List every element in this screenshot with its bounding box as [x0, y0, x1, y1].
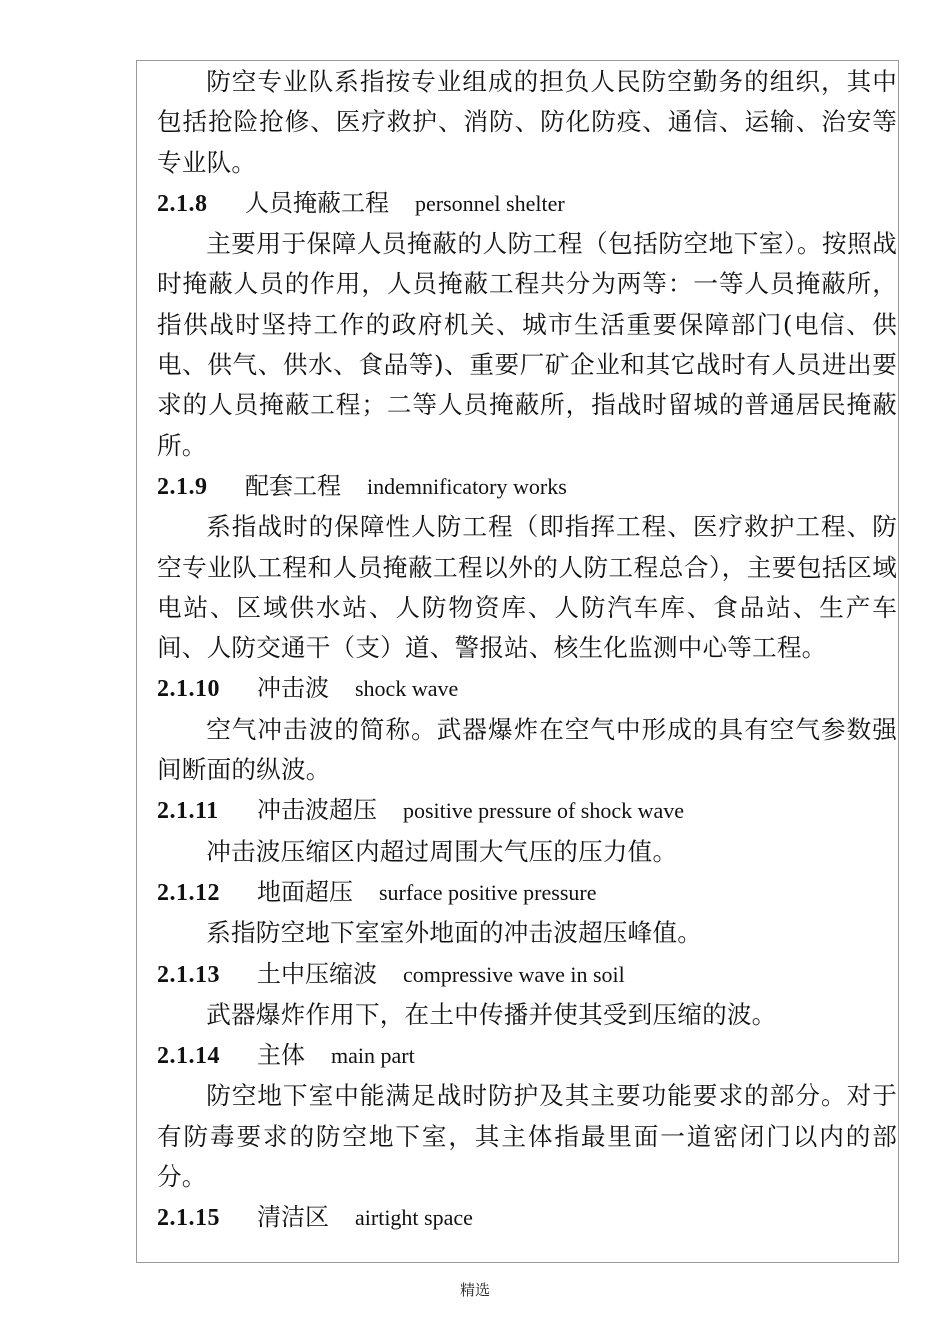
term-heading — [157, 466, 897, 507]
term-title-zh: 地面超压 — [257, 877, 353, 906]
term-title-zh: 清洁区 — [257, 1203, 329, 1232]
term-title-zh: 冲击波超压 — [257, 796, 377, 825]
term-definition: 系指防空地下室室外地面的冲击波超压峰值。 — [206, 918, 703, 948]
term-number: 2.1.12 — [157, 879, 220, 906]
term-definition: 冲击波压缩区内超过周围大气压的压力值。 — [206, 836, 678, 866]
page-footer: 精选 — [459, 1281, 490, 1299]
term-heading — [157, 183, 897, 224]
term-section-2-1-8 — [157, 183, 897, 466]
term-heading — [157, 954, 897, 995]
term-number: 2.1.9 — [157, 473, 208, 500]
term-title-en: positive pressure of shock wave — [403, 798, 685, 824]
term-section-2-1-11 — [157, 790, 897, 872]
term-heading — [157, 1035, 897, 1076]
intro-paragraph: 防空专业队系指按专业组成的担负人民防空勤务的组织，其中包括抢险抢修、医疗救护、消防、防化防疫、通信、运输、治安等专业队。 — [157, 67, 897, 177]
term-section-2-1-9 — [157, 466, 897, 668]
term-definition: 空气冲击波的简称。武器爆炸在空气中形成的具有空气参数强间断面的纵波。 — [157, 714, 897, 785]
term-title-zh: 主体 — [257, 1041, 305, 1070]
term-title-en: surface positive pressure — [379, 879, 597, 905]
term-title-zh: 冲击波 — [257, 674, 329, 703]
term-title-en: airtight space — [355, 1205, 473, 1231]
term-section-2-1-13 — [157, 954, 897, 1036]
term-number: 2.1.10 — [157, 676, 220, 703]
term-definition: 系指战时的保障性人防工程（即指挥工程、医疗救护工程、防空专业队工程和人员掩蔽工程以外的人防工程总合），主要包括区域电站、区域供水站、人防物资库、人防汽车库、食品站、生产车间、人防交通干（支）道、警报站、核生化监测中心等工程。 — [157, 512, 897, 663]
term-definition: 武器爆炸作用下，在土中传播并使其受到压缩的波。 — [206, 999, 777, 1029]
term-number: 2.1.15 — [157, 1205, 220, 1232]
term-number: 2.1.14 — [157, 1043, 220, 1070]
term-section-2-1-12 — [157, 872, 897, 954]
term-title-en: indemnificatory works — [367, 473, 567, 499]
term-heading — [157, 1197, 897, 1238]
term-definition: 防空地下室中能满足战时防护及其主要功能要求的部分。对于有防毒要求的防空地下室，其主体指最里面一道密闭门以内的部分。 — [157, 1081, 897, 1192]
term-heading — [157, 872, 897, 913]
term-section-2-1-10 — [157, 668, 897, 790]
term-title-en: main part — [331, 1043, 415, 1069]
term-section-2-1-14 — [157, 1035, 897, 1197]
term-number: 2.1.11 — [157, 798, 219, 825]
term-title-en: compressive wave in soil — [403, 961, 625, 987]
term-section-2-1-15 — [157, 1197, 897, 1238]
term-heading — [157, 790, 897, 831]
term-definition: 主要用于保障人员掩蔽的人防工程（包括防空地下室）。按照战时掩蔽人员的作用，人员掩蔽工程共分为两等：一等人员掩蔽所，指供战时坚持工作的政府机关、城市生活重要保障部门(电信、供电、供气、供水、食品等)、重要厂矿企业和其它战时有人员进出要求的人员掩蔽工程；二等人员掩蔽所，指战时留城的普通居民掩蔽所。 — [157, 229, 897, 460]
term-title-zh: 配套工程 — [245, 471, 341, 500]
document-body — [157, 62, 897, 1239]
term-title-zh: 人员掩蔽工程 — [245, 188, 389, 217]
term-title-en: personnel shelter — [415, 190, 565, 216]
term-number: 2.1.8 — [157, 190, 208, 217]
term-heading — [157, 668, 897, 709]
term-title-zh: 土中压缩波 — [257, 959, 377, 988]
term-number: 2.1.13 — [157, 961, 220, 988]
term-title-en: shock wave — [355, 676, 459, 702]
